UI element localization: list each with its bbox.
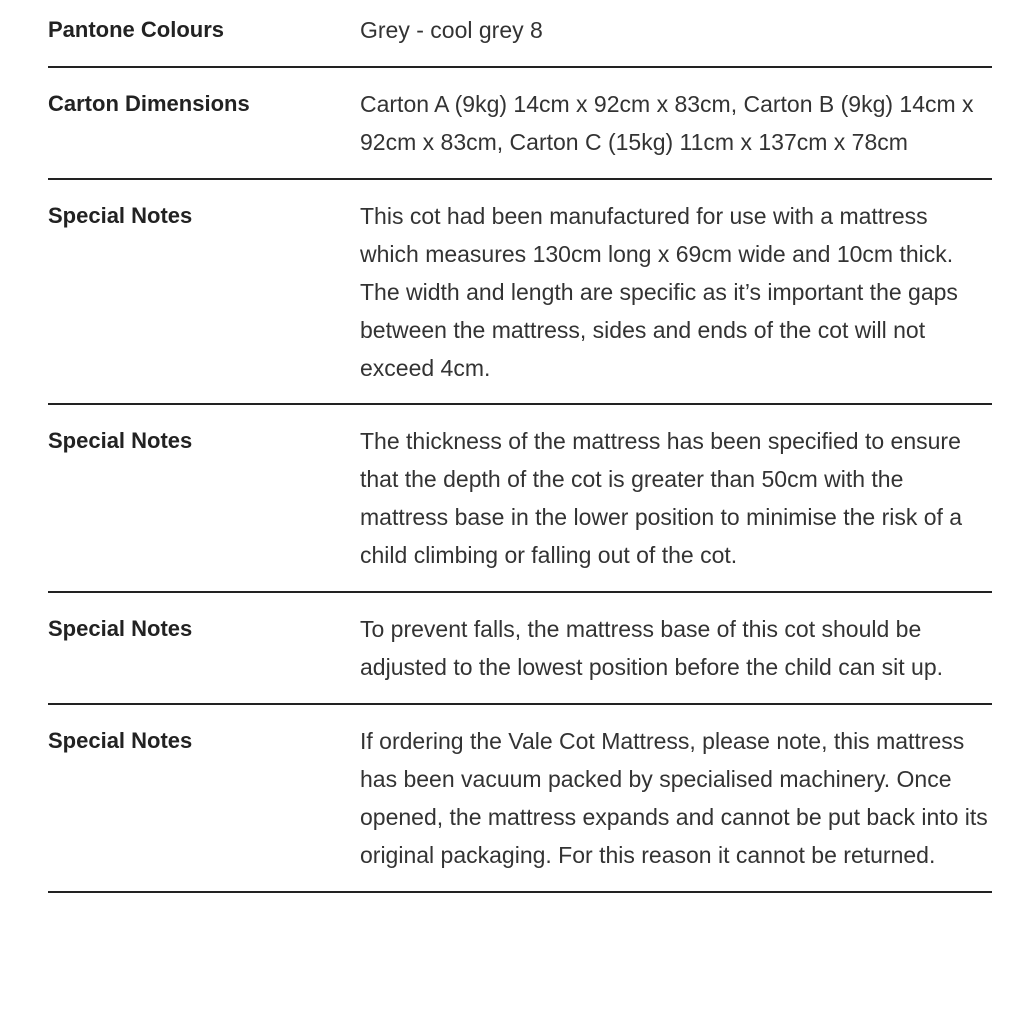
spec-label: Special Notes [48,428,193,453]
spec-row-special-notes [48,705,992,893]
spec-row-special-notes [48,593,992,705]
spec-value: To prevent falls, the mattress base of this cot should be adjusted to the lowest position before the child can sit up. [360,616,944,680]
product-specifications-table [48,0,992,893]
spec-label: Pantone Colours [48,17,225,42]
spec-value: Grey - cool grey 8 [360,17,543,43]
spec-value: The thickness of the mattress has been specified to ensure that the depth of the cot is greater than 50cm with the mattress base in the lower position to minimise the risk of a child climbing or falling out of the cot. [360,428,963,568]
spec-row-special-notes [48,405,992,593]
spec-label: Carton Dimensions [48,91,250,116]
spec-label: Special Notes [48,616,193,641]
spec-row-special-notes [48,180,992,405]
spec-row-pantone-colours [48,0,992,68]
spec-label: Special Notes [48,728,193,753]
spec-value: This cot had been manufactured for use with a mattress which measures 130cm long x 69cm wide and 10cm thick. The width and length are specific as it’s important the gaps between the mattress, sides and ends of the cot will not exceed 4cm. [360,203,958,381]
spec-row-carton-dimensions [48,68,992,180]
spec-label: Special Notes [48,203,193,228]
spec-value: If ordering the Vale Cot Mattress, please note, this mattress has been vacuum packed by specialised machinery. Once opened, the mattress expands and cannot be put back into its original packaging. For this reason it cannot be returned. [360,728,988,868]
spec-value: Carton A (9kg) 14cm x 92cm x 83cm, Carton B (9kg) 14cm x 92cm x 83cm, Carton C (15kg) 11cm x 137cm x 78cm [360,91,974,155]
